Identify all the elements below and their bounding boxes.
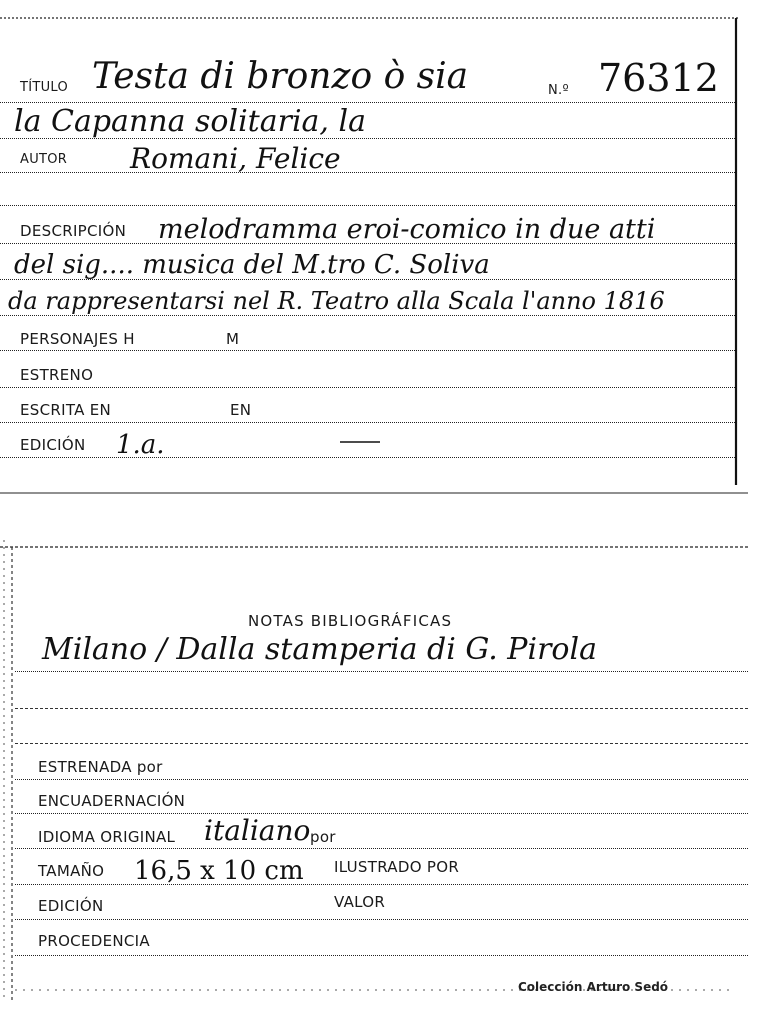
personajes-m-label: M (226, 330, 240, 348)
tamano-value: 16,5 x 10 cm (134, 856, 304, 886)
edicion-label: EDICIÓN (20, 436, 86, 454)
escrita-label: ESCRITA EN (20, 401, 112, 419)
en-label: EN (230, 401, 252, 419)
personajes-label: PERSONAJES H (20, 330, 135, 348)
tamano-label: TAMAÑO (38, 862, 105, 880)
encuadernacion-label: ENCUADERNACIÓN (38, 792, 186, 810)
numero-value: 76312 (598, 56, 719, 100)
idioma-label: IDIOMA ORIGINAL (38, 828, 176, 846)
ilustrado-label: ILUSTRADO POR (334, 858, 460, 876)
titulo-continuation: la Capanna solitaria, la (14, 104, 366, 139)
descripcion-label: DESCRIPCIÓN (20, 222, 127, 240)
numero-label: N.º (548, 83, 569, 98)
coleccion-stamp: Colección Arturo Sedó (518, 980, 669, 994)
notas-value: Milano / Dalla stamperia di G. Pirola (42, 632, 597, 667)
procedencia-label: PROCEDENCIA (38, 932, 150, 950)
edicion-value: 1.a. (116, 430, 165, 460)
edicion-bottom-label: EDICIÓN (38, 897, 104, 915)
notas-heading: NOTAS BIBLIOGRÁFICAS (248, 612, 453, 630)
titulo-value: Testa di bronzo ò sia (92, 56, 469, 97)
descripcion-line-3: da rappresentarsi nel R. Teatro alla Scala l'anno 1816 (8, 287, 665, 315)
estreno-label: ESTRENO (20, 366, 94, 384)
descripcion-line-1: melodramma eroi-comico in due atti (158, 214, 656, 245)
estrenada-label: ESTRENADA por (38, 758, 163, 776)
autor-value: Romani, Felice (130, 142, 341, 175)
titulo-label: TÍTULO (20, 80, 69, 95)
idioma-por: por (310, 828, 336, 846)
descripcion-line-2: del sig.... musica del M.tro C. Soliva (14, 250, 490, 280)
valor-label: VALOR (334, 893, 386, 911)
idioma-value: italiano (204, 814, 311, 847)
autor-label: AUTOR (20, 152, 68, 167)
